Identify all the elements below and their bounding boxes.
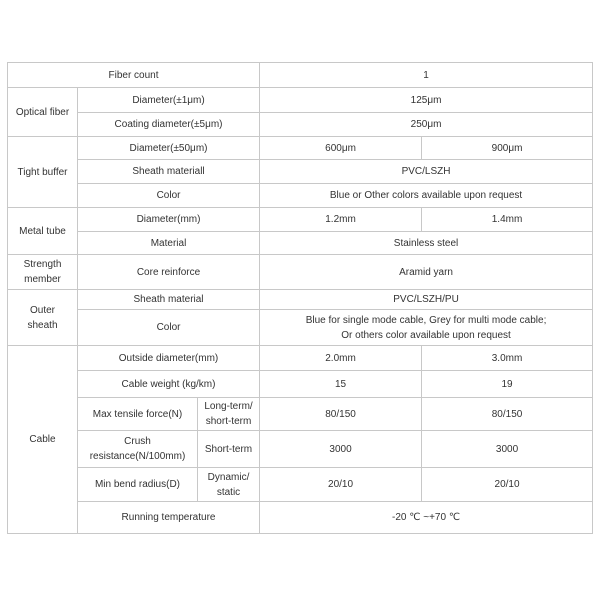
- table-row: [8, 371, 593, 398]
- outside-diameter-label: Outside diameter(mm): [78, 346, 260, 371]
- table-row: [8, 468, 593, 502]
- bend-radius-value-a: 20/10: [260, 468, 422, 502]
- group-cable: Cable: [8, 346, 78, 534]
- tight-buffer-diameter-value-a: 600μm: [260, 137, 422, 160]
- table-row: [8, 208, 593, 232]
- outer-sheath-material-label: Sheath material: [78, 290, 260, 310]
- bend-radius-sublabel: [198, 468, 260, 502]
- table-row: [8, 88, 593, 113]
- running-temperature-label: Running temperature: [78, 502, 260, 534]
- optical-fiber-diameter-label: Diameter(±1μm): [78, 88, 260, 113]
- bend-radius-label: Min bend radius(D): [78, 468, 198, 502]
- table-row: [8, 184, 593, 208]
- metal-tube-material-value: Stainless steel: [260, 232, 593, 255]
- optical-fiber-diameter-value: 125μm: [260, 88, 593, 113]
- spec-table: [7, 62, 593, 534]
- bend-radius-value-b: 20/10: [422, 468, 593, 502]
- group-outer-sheath-line1: Outer: [29, 304, 55, 316]
- tensile-force-label: Max tensile force(N): [78, 398, 198, 431]
- group-outer-sheath-line2: sheath: [27, 319, 58, 331]
- table-row: [8, 502, 593, 534]
- sheath-material-label: Sheath materiall: [78, 160, 260, 184]
- core-reinforce-value: Aramid yarn: [260, 255, 593, 290]
- table-row: [8, 346, 593, 371]
- group-strength-member: [8, 255, 78, 290]
- crush-resistance-label-line2: resistance(N/100mm): [89, 451, 186, 462]
- group-tight-buffer: Tight buffer: [8, 137, 78, 208]
- outer-sheath-color-line1: Blue for single mode cable, Grey for multi mode cable;: [305, 314, 547, 326]
- group-outer-sheath: [8, 290, 78, 346]
- core-reinforce-label: Core reinforce: [78, 255, 260, 290]
- group-optical-fiber: Optical fiber: [8, 88, 78, 137]
- metal-tube-material-label: Material: [78, 232, 260, 255]
- table-row: [8, 137, 593, 160]
- coating-diameter-value: 250μm: [260, 113, 593, 137]
- bend-radius-sublabel-line1: Dynamic/: [207, 471, 250, 483]
- table-row: [8, 63, 593, 88]
- crush-resistance-label-line1: Crush: [124, 436, 151, 447]
- metal-tube-diameter-label: Diameter(mm): [78, 208, 260, 232]
- table-row: [8, 160, 593, 184]
- tensile-force-sublabel: [198, 398, 260, 431]
- outside-diameter-value-b: 3.0mm: [422, 346, 593, 371]
- group-strength-member-line2: member: [24, 274, 61, 285]
- tensile-force-sublabel-line2: short-term: [205, 416, 252, 427]
- outer-sheath-color-line2: Or others color available upon request: [341, 329, 511, 341]
- cable-weight-value-a: 15: [260, 371, 422, 398]
- tight-buffer-diameter-value-b: 900μm: [422, 137, 593, 160]
- table-row: [8, 113, 593, 137]
- tight-buffer-color-label: Color: [78, 184, 260, 208]
- outer-sheath-color-value: [260, 310, 593, 346]
- table-row: [8, 232, 593, 255]
- outside-diameter-value-a: 2.0mm: [260, 346, 422, 371]
- table-row: [8, 431, 593, 468]
- group-strength-member-line1: Strength: [23, 259, 62, 270]
- fiber-count-value: 1: [260, 63, 593, 88]
- tight-buffer-diameter-label: Diameter(±50μm): [78, 137, 260, 160]
- metal-tube-diameter-value-a: 1.2mm: [260, 208, 422, 232]
- cable-weight-value-b: 19: [422, 371, 593, 398]
- group-metal-tube: Metal tube: [8, 208, 78, 255]
- table-row: [8, 398, 593, 431]
- running-temperature-value: -20 ℃ ~+70 ℃: [260, 502, 593, 534]
- bend-radius-sublabel-line2: static: [216, 486, 241, 498]
- metal-tube-diameter-value-b: 1.4mm: [422, 208, 593, 232]
- tight-buffer-color-value: Blue or Other colors available upon request: [260, 184, 593, 208]
- table-row: [8, 255, 593, 290]
- sheath-material-value: PVC/LSZH: [260, 160, 593, 184]
- cable-weight-label: Cable weight (kg/km): [78, 371, 260, 398]
- outer-sheath-material-value: PVC/LSZH/PU: [260, 290, 593, 310]
- coating-diameter-label: Coating diameter(±5μm): [78, 113, 260, 137]
- fiber-count-label: Fiber count: [8, 63, 260, 88]
- crush-resistance-label: [78, 431, 198, 468]
- crush-resistance-sublabel: Short-term: [198, 431, 260, 468]
- crush-resistance-value-a: 3000: [260, 431, 422, 468]
- table-row: [8, 290, 593, 310]
- tensile-force-value-b: 80/150: [422, 398, 593, 431]
- crush-resistance-value-b: 3000: [422, 431, 593, 468]
- table-row: [8, 310, 593, 346]
- tensile-force-value-a: 80/150: [260, 398, 422, 431]
- outer-sheath-color-label: Color: [78, 310, 260, 346]
- tensile-force-sublabel-line1: Long-term/: [204, 401, 253, 412]
